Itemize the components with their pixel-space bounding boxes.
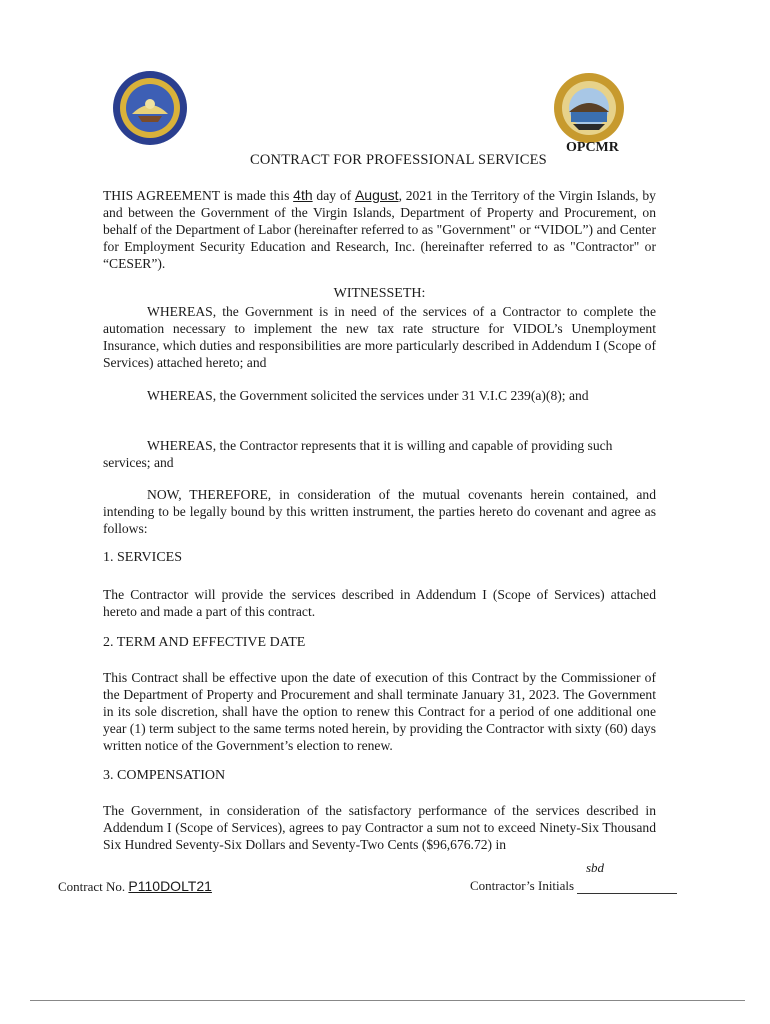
agreement-body-text: , 2021 in the Territory of the Virgin Islands, by and between the Government of the Virgin Islands, Department of Property and Procurement, on behalf of the Department of Labor (hereinafter referred to as "Government" or “VIDOL”) and Center for Employment Security Education and Research, Inc. (hereinafter referred to as "Contractor" or “CESER”).	[103, 188, 656, 271]
contract-number-label: Contract No.	[58, 879, 126, 894]
page-title: CONTRACT FOR PROFESSIONAL SERVICES	[250, 152, 547, 168]
compensation-heading: 3. COMPENSATION	[103, 768, 226, 783]
contractor-initials	[470, 878, 677, 894]
witnesseth-heading: WITNESSETH:	[333, 286, 426, 301]
term-paragraph: This Contract shall be effective upon the date of execution of this Contract by the Commissioner of the Department of Property and Procurement and shall terminate January 31, 2023. The Government in its sole discretion, shall have the option to renew this Contract for a period of one additional one year (1) term subject to the same terms noted herein, by providing the Contractor with sixty (60) days written notice of the Government’s election to renew.	[103, 670, 656, 753]
compensation-paragraph: The Government, in consideration of the satisfactory performance of the services described in Addendum I (Scope of Services), agrees to pay Contractor a sum not to exceed Ninety-Six Thousand Six Hundred Seventy-Six Dollars and Seventy-Two Cents ($96,676.72) in	[103, 803, 656, 852]
agreement-month-field: August	[354, 187, 399, 203]
agreement-day-field: 4th	[293, 187, 313, 203]
whereas-3-paragraph: WHEREAS, the Contractor represents that it is willing and capable of providing such services; and	[103, 438, 613, 470]
government-seal-right-icon	[553, 72, 625, 144]
now-therefore-paragraph: NOW, THEREFORE, in consideration of the mutual covenants herein contained, and intending to be legally bound by this written instrument, the parties hereto do covenant and agree as follows:	[103, 487, 656, 536]
whereas-1-paragraph: WHEREAS, the Government is in need of the services of a Contractor to complete the automation necessary to implement the new tax rate structure for VIDOL’s Unemployment Insurance, which duties and responsibilities are more particularly described in Addendum I (Scope of Services) attached hereto; and	[103, 304, 656, 370]
agreement-paragraph	[103, 187, 656, 272]
initials-handwritten: sbd	[586, 860, 605, 875]
whereas-2-paragraph: WHEREAS, the Government solicited the services under 31 V.I.C 239(a)(8); and	[147, 388, 589, 403]
contract-number	[58, 878, 212, 895]
agreement-day-of-text: day of	[316, 188, 352, 203]
agreement-intro-text: THIS AGREEMENT is made this	[103, 188, 290, 203]
initials-line	[577, 893, 677, 894]
government-seal-left-icon	[112, 70, 188, 146]
contractor-initials-label: Contractor’s Initials	[470, 878, 575, 893]
contract-number-value: P110DOLT21	[128, 878, 212, 894]
opcmr-caption: OPCMR	[566, 140, 619, 155]
services-heading: 1. SERVICES	[103, 550, 183, 565]
services-paragraph: The Contractor will provide the services described in Addendum I (Scope of Services) attached hereto and made a part of this contract.	[103, 587, 656, 619]
term-heading: 2. TERM AND EFFECTIVE DATE	[103, 635, 306, 650]
page-bottom-divider	[30, 1000, 745, 1001]
